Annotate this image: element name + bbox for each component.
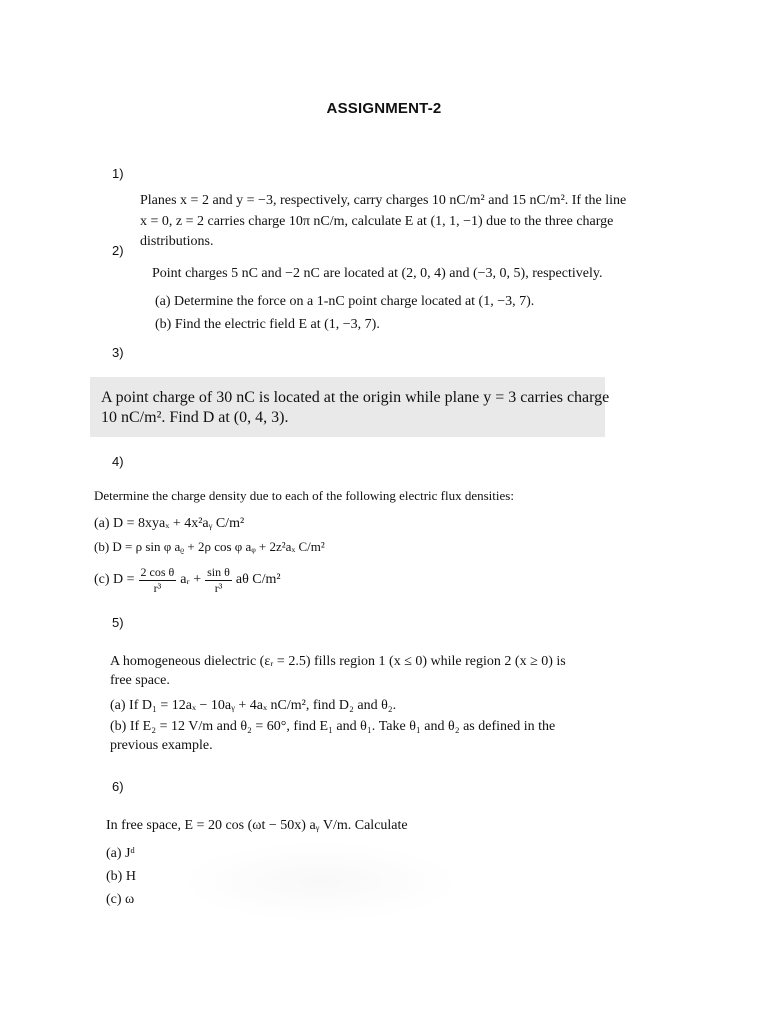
question-4-intro: Determine the charge density due to each of the following electric flux densities: — [94, 488, 514, 503]
assignment-title: ASSIGNMENT-2 — [326, 100, 442, 117]
part-c-tail: aθ C/m² — [235, 572, 281, 587]
question-2-line-1: Point charges 5 nC and −2 nC are located at (2, 0, 4) and (−3, 0, 5), respectively. — [152, 266, 603, 281]
fraction-2-denominator: r³ — [214, 580, 223, 595]
question-2-part-a: (a) Determine the force on a 1-nC point charge located at (1, −3, 7). — [155, 294, 535, 309]
question-5-part-b: (b) If E₂ = 12 V/m and θ₂ = 60°, find E₁ and θ₁. Take θ₁ and θ₂ as defined in the — [110, 719, 556, 734]
question-2-part-b: (b) Find the electric field E at (1, −3, 7). — [155, 317, 380, 332]
question-3-line-2: 10 nC/m². Find D at (0, 4, 3). — [101, 409, 289, 426]
question-6-number: 6) — [112, 779, 124, 794]
question-4-part-c — [94, 562, 281, 598]
fraction-1-numerator: 2 cos θ — [140, 564, 175, 579]
question-5-line-1: A homogeneous dielectric (εᵣ = 2.5) fills region 1 (x ≤ 0) while region 2 (x ≥ 0) is — [110, 654, 566, 669]
question-1-line-1: Planes x = 2 and y = −3, respectively, carry charges 10 nC/m² and 15 nC/m². If the line — [140, 193, 627, 208]
scan-smudge — [180, 842, 460, 922]
question-1-line-3: distributions. — [140, 234, 214, 249]
question-3-line-1: A point charge of 30 nC is located at the origin while plane y = 3 carries charge — [101, 389, 610, 406]
fraction-2 — [205, 565, 232, 596]
part-c-lead: (c) D = — [94, 572, 135, 587]
fraction-1 — [139, 565, 177, 596]
question-5-part-b-cont: previous example. — [110, 738, 213, 753]
question-5-number: 5) — [112, 615, 124, 630]
question-4-number: 4) — [112, 454, 124, 469]
question-5-line-2: free space. — [110, 673, 170, 688]
question-6-intro: In free space, E = 20 cos (ωt − 50x) aᵧ V/m. Calculate — [106, 818, 408, 833]
question-6-part-b: (b) H — [106, 869, 136, 884]
question-3-number: 3) — [112, 345, 124, 360]
question-1-number: 1) — [112, 166, 124, 181]
part-c-middle: aᵣ + — [180, 572, 202, 587]
question-4-part-a: (a) D = 8xyaₓ + 4x²aᵧ C/m² — [94, 516, 245, 531]
question-2-number: 2) — [112, 243, 124, 258]
question-6-part-a: (a) Jᵈ — [106, 846, 135, 861]
question-5-part-a: (a) If D₁ = 12aₓ − 10aᵧ + 4aₓ nC/m², find D₂ and θ₂. — [110, 698, 397, 713]
fraction-1-denominator: r³ — [153, 580, 162, 595]
question-6-part-c: (c) ω — [106, 892, 135, 907]
question-1-line-2: x = 0, z = 2 carries charge 10π nC/m, calculate E at (1, 1, −1) due to the three charge — [140, 214, 614, 229]
fraction-2-numerator: sin θ — [207, 564, 230, 579]
question-4-part-b: (b) D = ρ sin φ aᵨ + 2ρ cos φ aᵩ + 2z²aₓ C/m² — [94, 539, 325, 554]
